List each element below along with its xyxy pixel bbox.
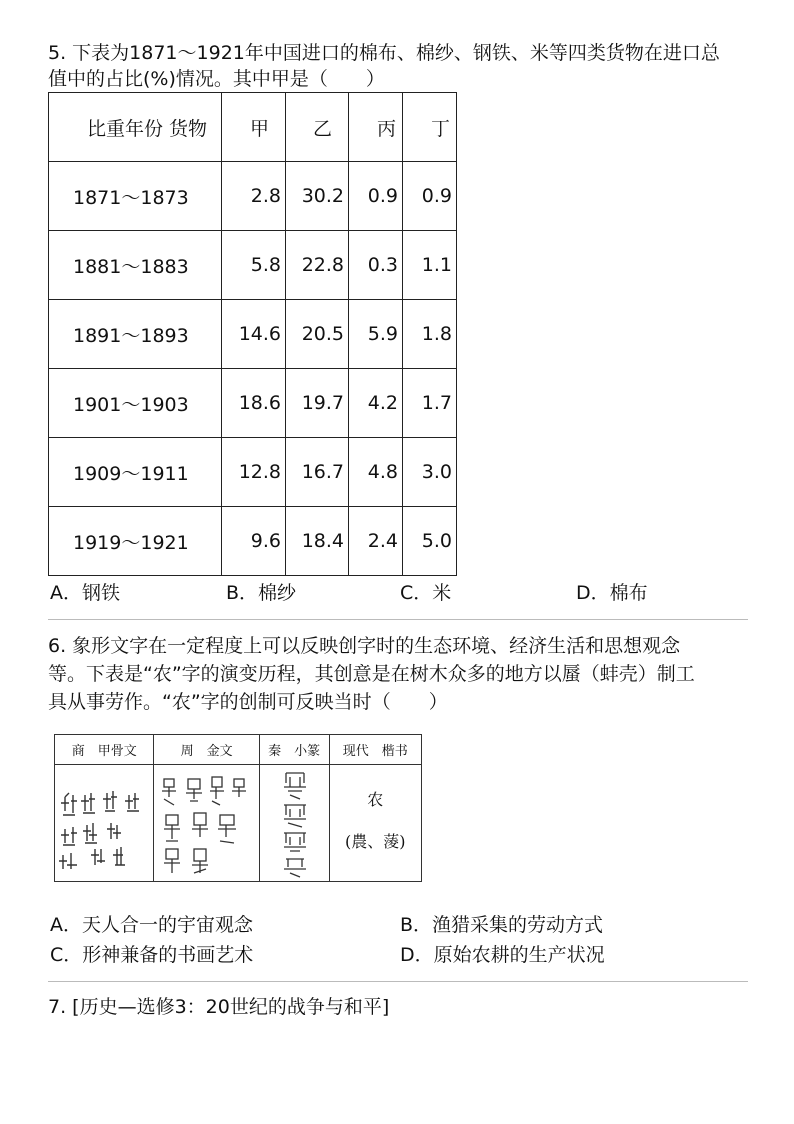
figure-column-header: 现代 楷书 xyxy=(330,735,422,765)
table-cell: 1881～1883 xyxy=(49,231,222,300)
table-header-cell: 比重年份 货物 xyxy=(49,93,222,162)
question-5-stem xyxy=(48,40,748,92)
table-cell: 12.8 xyxy=(222,438,286,507)
bronze-script-column xyxy=(154,735,259,881)
modern-nong-character: 农 xyxy=(367,790,384,809)
question-6-option-c[interactable]: C．形神兼备的书画艺术 xyxy=(50,944,254,966)
table-row xyxy=(49,438,457,507)
table-header-row xyxy=(49,93,457,162)
traditional-variants: (農、蔆) xyxy=(345,832,406,851)
table-row xyxy=(49,231,457,300)
question-divider xyxy=(48,619,748,620)
table-cell: 2.4 xyxy=(349,507,403,576)
oracle-bone-column xyxy=(55,735,154,881)
question-6-stem-line-1: 6. 象形文字在一定程度上可以反映创字时的生态环境、经济生活和思想观念 xyxy=(48,635,681,657)
question-6-stem xyxy=(48,632,748,716)
question-6-option-a[interactable]: A．天人合一的宇宙观念 xyxy=(50,914,253,936)
question-5-stem-line-2: 值中的占比(%)情况。其中甲是（ ） xyxy=(48,68,385,90)
figure-column-header: 秦 小篆 xyxy=(260,735,329,765)
table-cell: 4.8 xyxy=(349,438,403,507)
table-cell: 1909～1911 xyxy=(49,438,222,507)
table-cell: 5.0 xyxy=(403,507,457,576)
table-row xyxy=(49,369,457,438)
table-cell: 1891～1893 xyxy=(49,300,222,369)
table-cell: 18.6 xyxy=(222,369,286,438)
figure-column-header: 商 甲骨文 xyxy=(55,735,153,765)
question-5-stem-line-1: 5. 下表为1871～1921年中国进口的棉布、棉纱、钢铁、米等四类货物在进口总 xyxy=(48,42,720,64)
small-seal-glyphs xyxy=(260,765,329,881)
question-5-option-a[interactable]: A．钢铁 xyxy=(50,582,120,604)
table-cell: 0.9 xyxy=(403,162,457,231)
table-cell: 1.1 xyxy=(403,231,457,300)
oracle-bone-glyph-image xyxy=(55,765,155,881)
table-cell: 14.6 xyxy=(222,300,286,369)
table-cell: 18.4 xyxy=(286,507,349,576)
nong-character-evolution-figure xyxy=(54,734,422,882)
table-cell: 4.2 xyxy=(349,369,403,438)
oracle-bone-glyphs xyxy=(55,765,153,881)
table-cell: 5.8 xyxy=(222,231,286,300)
table-row xyxy=(49,162,457,231)
table-cell: 1871～1873 xyxy=(49,162,222,231)
question-5-option-d[interactable]: D．棉布 xyxy=(576,582,648,604)
table-header-cell: 丁 xyxy=(403,93,457,162)
table-row xyxy=(49,507,457,576)
bronze-script-glyph-image xyxy=(154,765,260,881)
table-cell: 1919～1921 xyxy=(49,507,222,576)
small-seal-column xyxy=(260,735,330,881)
question-6-option-b[interactable]: B．渔猎采集的劳动方式 xyxy=(400,914,604,936)
table-cell: 0.9 xyxy=(349,162,403,231)
question-6-stem-line-2: 等。下表是“农”字的演变历程，其创意是在树木众多的地方以蜃（蚌壳）制工 xyxy=(48,663,695,685)
question-6-option-d[interactable]: D．原始农耕的生产状况 xyxy=(400,944,605,966)
table-cell: 9.6 xyxy=(222,507,286,576)
question-5-option-b[interactable]: B．棉纱 xyxy=(226,582,297,604)
table-cell: 20.5 xyxy=(286,300,349,369)
table-row xyxy=(49,300,457,369)
figure-column-header: 周 金文 xyxy=(154,735,258,765)
table-header-cell: 乙 xyxy=(286,93,349,162)
table-cell: 3.0 xyxy=(403,438,457,507)
table-cell: 2.8 xyxy=(222,162,286,231)
small-seal-glyph-image xyxy=(260,765,330,881)
question-divider xyxy=(48,981,748,982)
table-cell: 30.2 xyxy=(286,162,349,231)
table-cell: 22.8 xyxy=(286,231,349,300)
table-cell: 1901～1903 xyxy=(49,369,222,438)
regular-script-glyphs xyxy=(330,765,422,881)
table-cell: 19.7 xyxy=(286,369,349,438)
bronze-script-glyphs xyxy=(154,765,258,881)
question-6-stem-line-3: 具从事劳作。“农”字的创制可反映当时（ ） xyxy=(48,691,448,713)
table-cell: 1.8 xyxy=(403,300,457,369)
table-cell: 0.3 xyxy=(349,231,403,300)
table-cell: 1.7 xyxy=(403,369,457,438)
table-header-cell: 甲 xyxy=(222,93,286,162)
table-header-cell: 丙 xyxy=(349,93,403,162)
question-7-stem: 7. [历史—选修3：20世纪的战争与和平] xyxy=(48,996,390,1018)
question-5-option-c[interactable]: C．米 xyxy=(400,582,452,604)
table-cell: 5.9 xyxy=(349,300,403,369)
regular-script-column xyxy=(330,735,422,881)
table-cell: 16.7 xyxy=(286,438,349,507)
import-share-table xyxy=(48,92,457,576)
